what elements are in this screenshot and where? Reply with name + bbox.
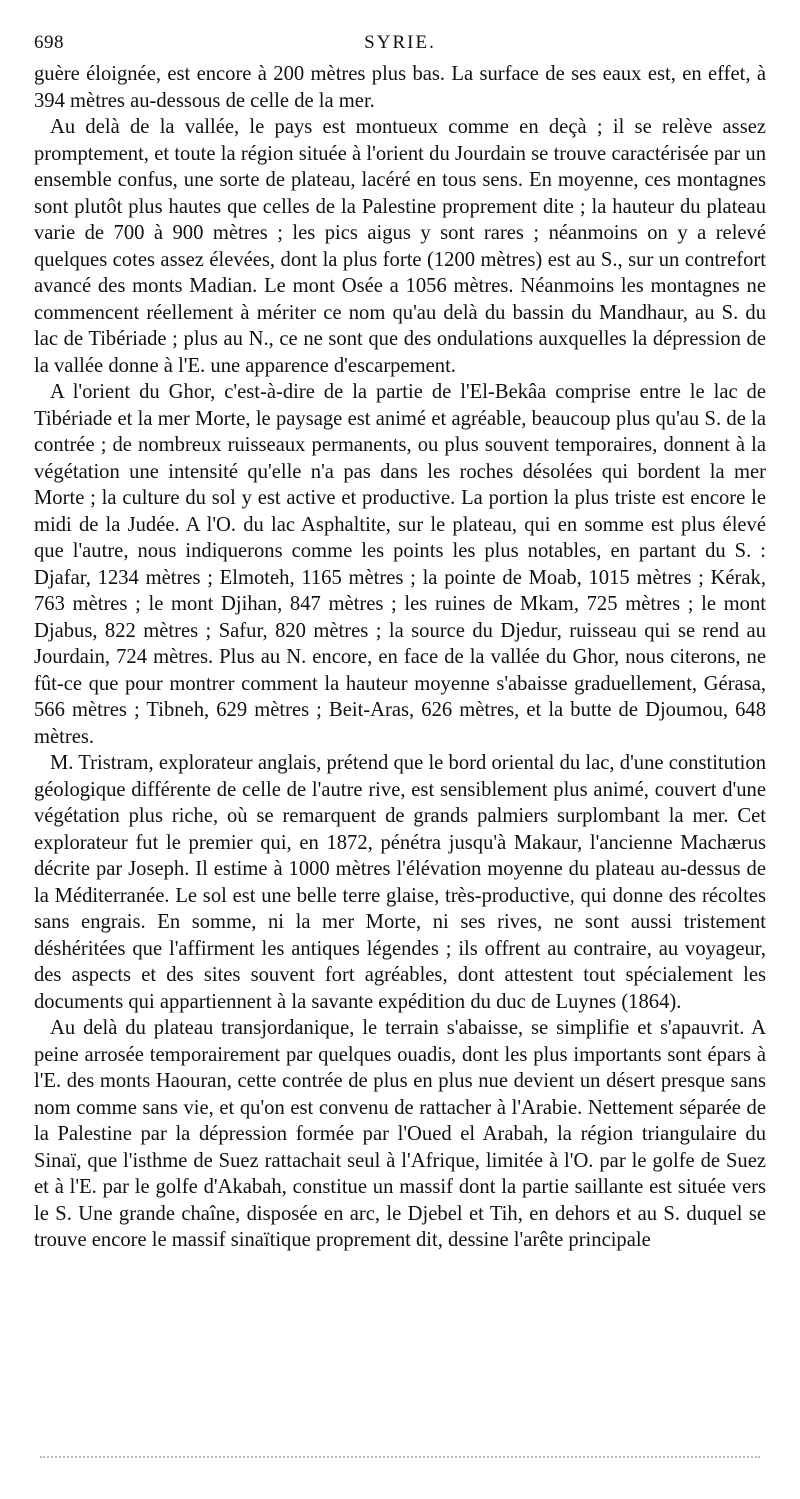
paragraph-relief: Au delà de la vallée, le pays est montueux comme en deçà ; il se relève assez promptement, et toute la région située à l'orient du Jourdain se trouve caractérisée par un ensemble confus, une sorte de plateau, lacéré en tous sens. En moyenne, ces montagnes sont plutôt plus hautes que celles de la Palestine proprement dite ; la hauteur du plateau varie de 700 à 900 mètres ; les pics aigus y sont rares ; néanmoins on y a relevé quelques cotes assez élevées, dont la plus forte (1200 mètres) est au S., sur un contrefort avancé des monts Madian. Le mont Osée a 1056 mètres. Néanmoins les montagnes ne commencent réellement à mériter ce nom qu'au delà du bassin du Mandhaur, au S. du lac de Tibériade ; plus au N., ce ne sont que des ondulations auxquelles la dépression de la vallée donne à l'E. une apparence d'escarpement. — [34, 116, 766, 377]
bottom-dotted-rule — [40, 1456, 760, 1466]
paragraph-continuation: guère éloignée, est encore à 200 mètres plus bas. La surface de ses eaux est, en effet, à 394 mètres au-dessous de celle de la mer. — [34, 63, 766, 112]
page-header — [34, 30, 766, 56]
paragraph-ghor: A l'orient du Ghor, c'est-à-dire de la partie de l'El-Bekâa comprise entre le lac de Tibériade et la mer Morte, le paysage est animé et agréable, beaucoup plus qu'au S. de la contrée ; de nombreux ruisseaux permanents, ou plus souvent temporaires, donnent à la végétation une intensité qu'elle n'a pas dans les roches désolées qui bordent la mer Morte ; la culture du sol y est active et productive. La portion la plus triste est encore le midi de la Judée. A l'O. du lac Asphaltite, sur le plateau, qui en somme est plus élevé que l'autre, nous indiquerons comme les points les plus notables, en partant du S. : Djafar, 1234 mètres ; Elmoteh, 1165 mètres ; la pointe de Moab, 1015 mètres ; Kérak, 763 mètres ; le mont Djihan, 847 mètres ; les ruines de Mkam, 725 mètres ; le mont Djabus, 822 mètres ; Safur, 820 mètres ; la source du Djedur, ruisseau qui se rend au Jourdain, 724 mètres. Plus au N. encore, en face de la vallée du Ghor, nous citerons, ne fût-ce que pour montrer comment la hauteur moyenne s'abaisse graduellement, Gérasa, 566 mètres ; Tibneh, 629 mètres ; Beit-Aras, 626 mètres, et la butte de Djoumou, 648 mètres. — [34, 381, 766, 748]
body-text — [34, 61, 766, 1254]
running-title: SYRIE. — [364, 32, 436, 53]
paragraph-tristram: M. Tristram, explorateur anglais, prétend que le bord oriental du lac, d'une constitution géologique différente de celle de l'autre rive, est sensiblement plus animé, couvert d'une végétation plus riche, où se remarquent de grands palmiers surplombant la mer. Cet explorateur fut le premier qui, en 1872, pénétra jusqu'à Makaur, l'ancienne Machærus décrite par Joseph. Il estime à 1000 mètres l'élévation moyenne du plateau au-dessus de la Méditerranée. Le sol est une belle terre glaise, très-productive, qui donne des récoltes sans engrais. En somme, ni la mer Morte, ni ses rives, ne sont aussi tristement déshéritées que l'affirment les antiques légendes ; ils offrent au contraire, au voyageur, des aspects et des sites souvent fort agréables, dont attestent tout spécialement les documents qui appartiennent à la savante expédition du duc de Luynes (1864). — [34, 752, 766, 1013]
page-number: 698 — [34, 32, 64, 53]
paragraph-transjordan: Au delà du plateau transjordanique, le terrain s'abaisse, se simplifie et s'apauvrit. A peine arrosée temporairement par quelques ouadis, dont les plus importants sont épars à l'E. des monts Haouran, cette contrée de plus en plus nue devient un désert presque sans nom comme sans vie, et qu'on est convenu de rattacher à l'Arabie. Nettement séparée de la Palestine par la dépression formée par l'Oued el Arabah, la région triangulaire du Sinaï, que l'isthme de Suez rattachait seul à l'Afrique, limitée à l'O. par le golfe de Suez et à l'E. par le golfe d'Akabah, constitue un massif dont la partie saillante est située vers le S. Une grande chaîne, disposée en arc, le Djebel et Tih, en dehors et au S. duquel se trouve encore le massif sinaïtique proprement dit, dessine l'arête principale — [34, 1017, 766, 1251]
